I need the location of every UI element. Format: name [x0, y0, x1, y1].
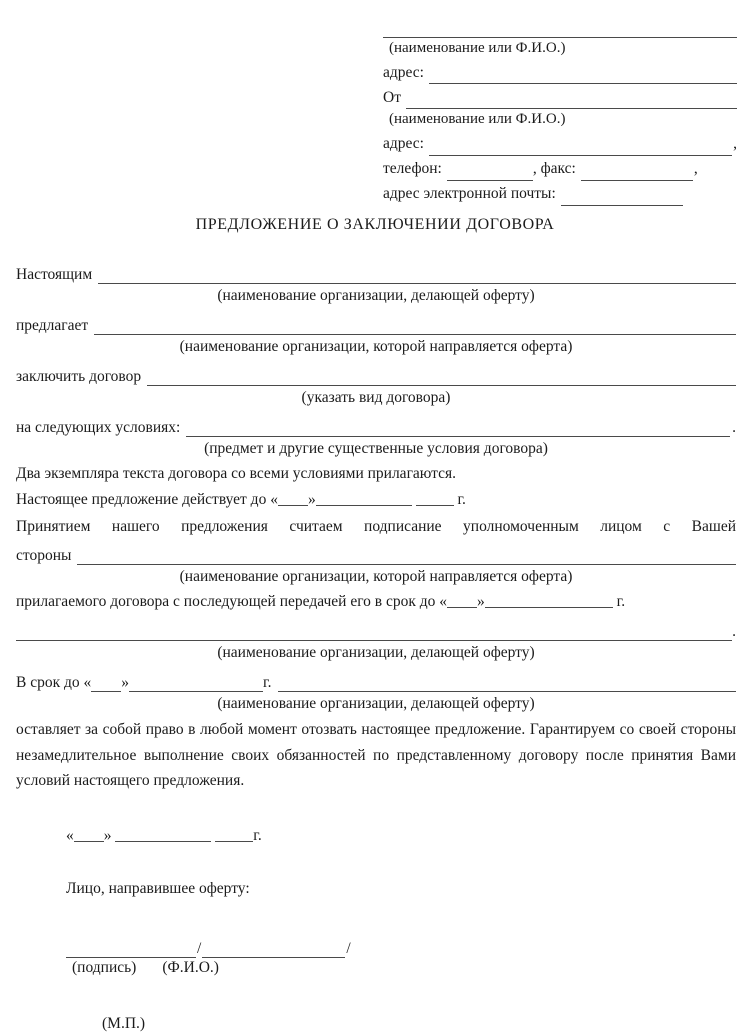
validity-year-input[interactable] [416, 491, 454, 506]
subject-caption: (предмет и другие существенные условия договора) [204, 440, 548, 457]
signature-captions-row [66, 958, 516, 977]
conclude-contract-row [16, 360, 736, 386]
sender-phone-input-rule[interactable] [447, 165, 533, 181]
sender-fax-input-rule[interactable] [581, 165, 693, 181]
within-year-suffix: г. [263, 674, 272, 692]
hereby-row [16, 258, 736, 284]
offering-person-label: Лицо, направившее оферту: [66, 880, 250, 897]
signature-slash-1: / [197, 940, 202, 957]
validity-row [16, 488, 736, 514]
signing-month-input[interactable] [115, 827, 211, 842]
acceptance-paragraph: Принятием нашего предложения считаем подписание уполномоченным лицом с Вашей [16, 518, 736, 535]
side-label: стороны [16, 547, 72, 565]
sender-phone-label: телефон: [383, 160, 442, 178]
sender-fax-label: , факс: [532, 160, 576, 178]
hereby-label: Настоящим [16, 266, 93, 283]
stamp-placeholder: (М.П.) [102, 1015, 146, 1032]
conclude-contract-label: заключить договор [16, 368, 142, 385]
offeree-name-input-rule-2[interactable] [77, 549, 736, 565]
contract-kind-input-rule[interactable] [147, 370, 736, 386]
validity-quote-close: » [307, 491, 316, 508]
fio-input-rule[interactable] [202, 942, 345, 958]
offeror-caption-3: (наименование организации, делающей оферту) [217, 695, 535, 713]
offeree-caption-2: (наименование организации, которой направляется оферта) [179, 568, 573, 586]
within-term-row [16, 666, 736, 692]
signature-input-rule[interactable] [66, 942, 196, 958]
signing-date-quote-close: » [103, 827, 112, 844]
sender-name-caption: (наименование или Ф.И.О.) [389, 111, 566, 128]
offeror-name-row-2 [16, 616, 736, 641]
terms-row [16, 411, 736, 437]
offeror-caption-1: (наименование организации, делающей оферту) [217, 287, 535, 304]
sender-address-row [383, 131, 737, 156]
signature-line-row [66, 932, 516, 958]
attached-prefix: прилагаемого договора с последующей передачей его в срок до « [16, 593, 448, 611]
signature-block [66, 824, 516, 1033]
copies-attached-text: Два экземпляра текста договора со всеми условиями прилагаются. [16, 465, 457, 482]
sender-address-input-rule[interactable] [429, 140, 732, 156]
within-month-input[interactable] [129, 677, 225, 692]
validity-prefix: Настоящее предложение действует до « [16, 491, 278, 508]
reservation-paragraph: оставляет за собой право в любой момент отозвать настоящее предложение. Гарантируем со своей стороны незамедлительное выполнение своих обязанностей по представленному договору после принятия Вами условий настоящего предложения. [16, 721, 736, 789]
validity-month-input[interactable] [316, 491, 412, 506]
offeror-caption-2: (наименование организации, делающей оферту) [217, 644, 535, 662]
sender-phone-fax-row [383, 156, 737, 181]
fio-caption: (Ф.И.О.) [162, 959, 219, 976]
document-title: ПРЕДЛОЖЕНИЕ О ЗАКЛЮЧЕНИИ ДОГОВОРА [195, 216, 555, 233]
offeree-name-input-rule-1[interactable] [94, 319, 736, 335]
transfer-day-input[interactable] [447, 593, 477, 608]
sender-name-input-rule[interactable] [406, 93, 737, 109]
sender-fax-comma: , [693, 160, 698, 178]
offers-label: предлагает [16, 317, 89, 334]
sender-from-row [383, 84, 737, 109]
attached-quote-close: » [477, 593, 485, 611]
addressee-name-input-rule[interactable] [383, 22, 737, 38]
sender-email-input-rule[interactable] [561, 190, 683, 206]
sender-address-label: адрес: [383, 135, 424, 153]
signature-slash-2: / [346, 940, 351, 957]
signing-year-input[interactable] [215, 827, 253, 842]
validity-day-input[interactable] [278, 491, 308, 506]
within-quote-close: » [121, 674, 130, 692]
within-day-input[interactable] [91, 677, 121, 692]
attached-year-suffix: г. [616, 593, 626, 611]
attached-contract-row [16, 590, 736, 616]
sender-email-label: адрес электронной почты: [383, 185, 556, 203]
signing-year-suffix: г. [253, 827, 262, 844]
within-year-input[interactable] [225, 677, 263, 692]
offeror-name-input-rule-3[interactable] [278, 676, 737, 692]
contract-kind-caption: (указать вид договора) [301, 389, 451, 406]
signing-date-row [66, 824, 516, 858]
transfer-month-year-input[interactable] [485, 593, 613, 608]
offeror-name-input-rule-2[interactable] [16, 625, 732, 641]
document-body [16, 258, 736, 793]
addressee-name-field-row [383, 12, 737, 38]
addressee-address-input-rule[interactable] [429, 68, 737, 84]
offeror-name-input-rule-1[interactable] [98, 268, 736, 284]
terms-label: на следующих условиях: [16, 419, 181, 436]
side-row [16, 539, 736, 565]
offers-row [16, 309, 736, 335]
sender-address-comma: , [733, 135, 737, 153]
validity-year-suffix: г. [457, 491, 466, 508]
addressee-address-row [383, 59, 737, 84]
signing-day-input[interactable] [74, 827, 104, 842]
terms-period: . [732, 419, 736, 436]
signature-caption: (подпись) [72, 959, 137, 976]
addressee-name-caption: (наименование или Ф.И.О.) [389, 40, 566, 56]
signing-date-quote-open: « [66, 827, 74, 844]
terms-input-rule[interactable] [186, 421, 730, 437]
offeror-rule-period: . [732, 623, 736, 641]
within-term-prefix: В срок до « [16, 674, 92, 692]
addressee-address-label: адрес: [383, 63, 424, 81]
offeree-caption-1: (наименование организации, которой направляется оферта) [179, 338, 573, 355]
header-addressee-block [383, 12, 737, 206]
sender-from-label: От [383, 88, 401, 106]
sender-email-row [383, 181, 737, 206]
